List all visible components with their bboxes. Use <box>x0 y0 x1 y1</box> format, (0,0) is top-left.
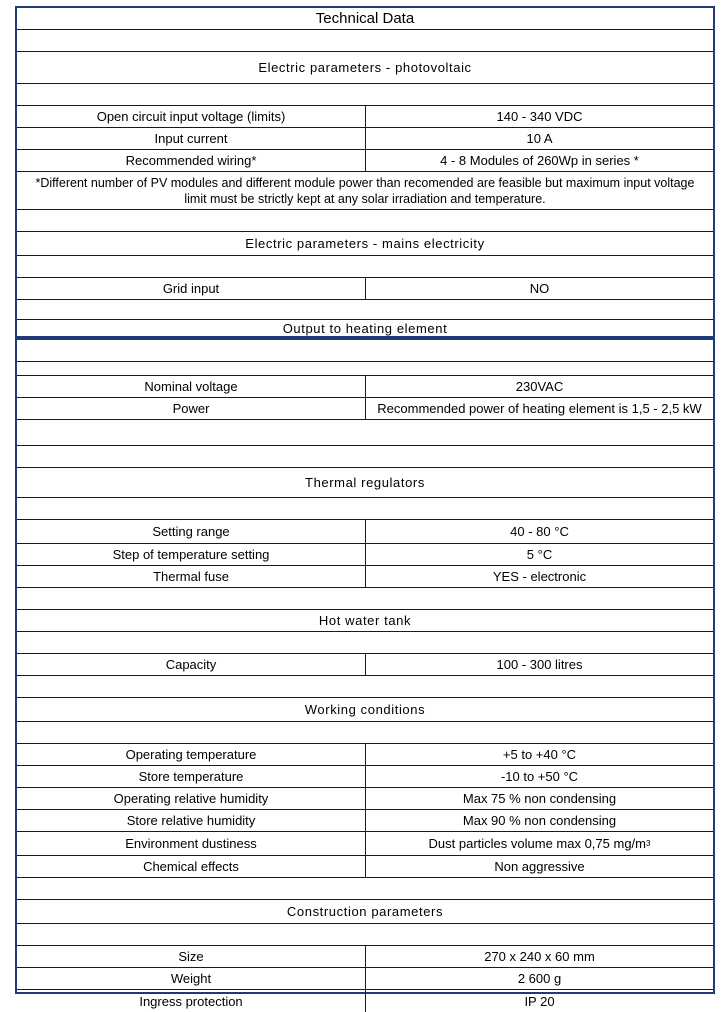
row-value: -10 to +50 °C <box>500 769 579 784</box>
empty-row <box>17 446 713 468</box>
row-label: Store relative humidity <box>17 810 366 831</box>
table-row <box>17 788 713 810</box>
table-row <box>17 106 713 128</box>
section-header-heating <box>17 320 713 336</box>
row-value: IP 20 <box>524 993 555 1009</box>
empty-row <box>17 588 713 610</box>
row-label: Weight <box>17 968 366 989</box>
row-label: Environment dustiness <box>17 832 366 855</box>
row-value: Recommended power of heating element is 1,5 - 2,5 kW <box>377 401 702 416</box>
empty-row <box>17 84 713 106</box>
row-value: 5 °C <box>526 547 553 562</box>
row-value-text: Dust particles volume max 0,75 mg/m <box>428 836 646 851</box>
section-header-mains <box>17 232 713 256</box>
section-header-thermal <box>17 468 713 498</box>
row-value: Max 75 % non condensing <box>462 791 617 806</box>
row-label: Setting range <box>17 520 366 543</box>
row-value: 40 - 80 °C <box>510 524 569 539</box>
empty-row <box>17 30 713 52</box>
footnote-text: *Different number of PV modules and different module power than recomended are feasible but maximum input voltage limit must be strictly kept at any solar irradiation and temperature. <box>35 175 695 206</box>
table-row <box>17 856 713 878</box>
empty-row <box>17 362 713 376</box>
footnote-row <box>17 172 713 210</box>
row-value: 270 x 240 x 60 mm <box>484 949 595 964</box>
empty-row <box>17 210 713 232</box>
section-title: Thermal regulators <box>305 475 425 490</box>
empty-row <box>17 498 713 520</box>
row-value: Dust particles volume max 0,75 mg/m 3 <box>428 836 651 851</box>
table-row <box>17 520 713 544</box>
section-title: Working conditions <box>304 702 426 717</box>
section-header-photovoltaic <box>17 52 713 84</box>
table-row <box>17 150 713 172</box>
title-row <box>17 8 713 30</box>
row-label: Nominal voltage <box>17 376 366 397</box>
table-row <box>17 566 713 588</box>
table-row <box>17 278 713 300</box>
row-label: Operating relative humidity <box>17 788 366 809</box>
row-value: +5 to +40 °C <box>502 747 577 762</box>
table-row <box>17 128 713 150</box>
empty-row <box>17 878 713 900</box>
empty-row <box>17 924 713 946</box>
row-value: NO <box>529 281 550 296</box>
table-row <box>17 744 713 766</box>
empty-row <box>17 676 713 698</box>
row-value: 100 - 300 litres <box>496 657 583 672</box>
section-title: Output to heating element <box>282 320 448 336</box>
table-row <box>17 376 713 398</box>
empty-row <box>17 722 713 744</box>
section-title: Electric parameters - photovoltaic <box>258 60 472 75</box>
row-value: 4 - 8 Modules of 260Wp in series * <box>440 153 639 168</box>
row-label: Chemical effects <box>17 856 366 877</box>
row-value: 2 600 g <box>517 971 562 986</box>
row-value: Non aggressive <box>494 859 585 874</box>
table-row <box>17 810 713 832</box>
row-label: Input current <box>17 128 366 149</box>
row-label: Store temperature <box>17 766 366 787</box>
row-value: YES - electronic <box>492 569 587 584</box>
section-header-working <box>17 698 713 722</box>
table-row <box>17 654 713 676</box>
row-label: Ingress protection <box>17 990 366 1012</box>
row-value: 230VAC <box>515 379 564 394</box>
technical-data-table-top <box>15 6 715 338</box>
table-row <box>17 946 713 968</box>
section-header-tank <box>17 610 713 632</box>
empty-row <box>17 300 713 320</box>
row-label: Open circuit input voltage (limits) <box>17 106 366 127</box>
table-row <box>17 544 713 566</box>
row-value: Max 90 % non condensing <box>462 813 617 828</box>
empty-row <box>17 340 713 362</box>
table-row <box>17 398 713 420</box>
section-title: Electric parameters - mains electricity <box>245 236 485 251</box>
table-row <box>17 990 713 1012</box>
table-title: Technical Data <box>315 10 415 27</box>
row-label: Operating temperature <box>17 744 366 765</box>
section-header-construction <box>17 900 713 924</box>
row-label: Capacity <box>17 654 366 675</box>
table-row <box>17 832 713 856</box>
row-label: Step of temperature setting <box>17 544 366 565</box>
row-label: Power <box>17 398 366 419</box>
empty-row <box>17 420 713 446</box>
table-row <box>17 766 713 788</box>
row-label: Thermal fuse <box>17 566 366 587</box>
row-value: 10 A <box>526 131 553 146</box>
row-label: Grid input <box>17 278 366 299</box>
section-title: Construction parameters <box>286 904 444 919</box>
empty-row <box>17 256 713 278</box>
table-row <box>17 968 713 990</box>
row-label: Size <box>17 946 366 967</box>
row-value: 140 - 340 VDC <box>496 109 583 124</box>
technical-data-table-bottom <box>15 338 715 1009</box>
section-title: Hot water tank <box>318 613 412 628</box>
empty-row <box>17 632 713 654</box>
row-label: Recommended wiring* <box>17 150 366 171</box>
